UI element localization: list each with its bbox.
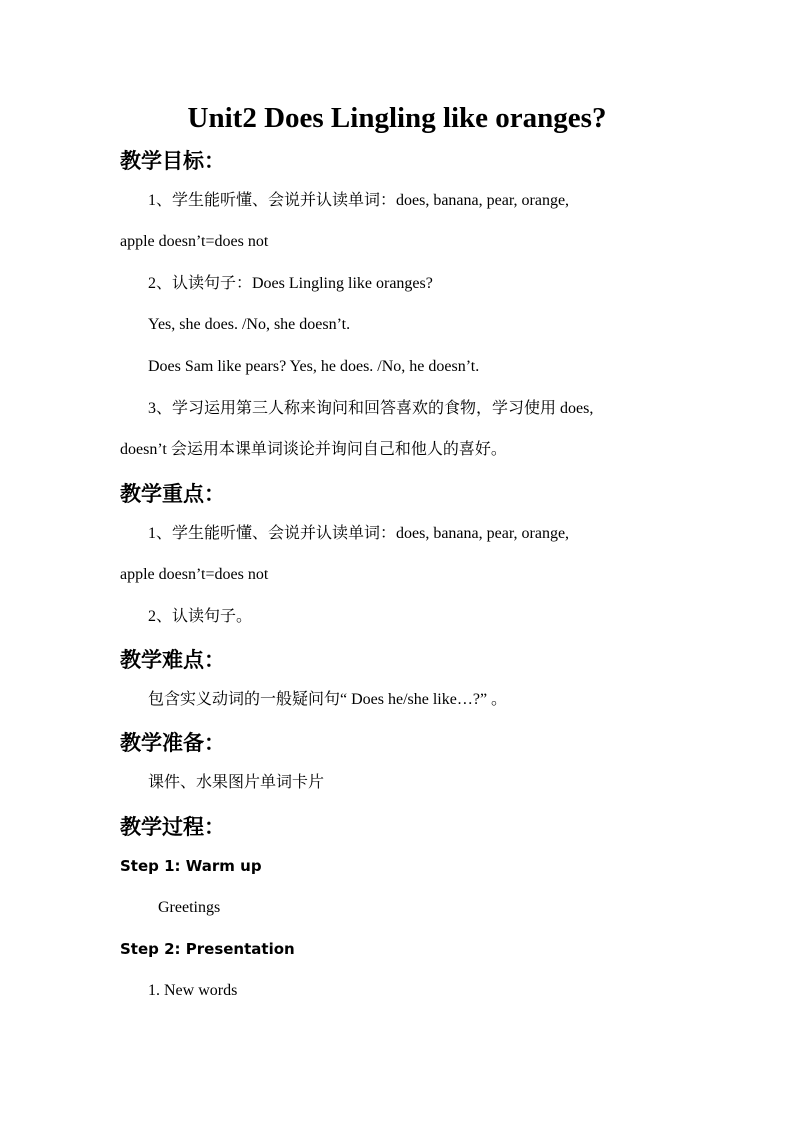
key-point-item-1-line-1: 1、学生能听懂、会说并认读单词：does, banana, pear, orange, — [148, 525, 570, 542]
heading-process: 教学过程： — [120, 815, 225, 839]
heading-preparation: 教学准备： — [120, 731, 225, 755]
key-point-item-1-line-2: apple doesn’t=does not — [120, 566, 269, 583]
goal-item-1-line-2: apple doesn’t=does not — [120, 233, 269, 250]
goal-item-2-line-2: Yes, she does. /No, she doesn’t. — [148, 316, 351, 333]
heading-key-points: 教学重点： — [120, 482, 225, 506]
difficulties-text: 包含实义动词的一般疑问句“ Does he/she like…?” 。 — [148, 691, 508, 708]
heading-difficulties: 教学难点： — [120, 648, 225, 672]
goal-item-2-line-3: Does Sam like pears? Yes, he does. /No, he doesn’t. — [148, 358, 480, 375]
step-1-text: Greetings — [158, 899, 221, 916]
goal-item-1-line-1: 1、学生能听懂、会说并认读单词：does, banana, pear, orange, — [148, 192, 570, 209]
heading-teaching-goals: 教学目标： — [120, 149, 225, 173]
goal-item-2: 2、认读句子：Does Lingling like oranges? — [148, 275, 433, 292]
document-title: Unit2 Does Lingling like oranges? — [187, 102, 607, 134]
key-point-item-2: 2、认读句子。 — [148, 608, 253, 625]
preparation-text: 课件、水果图片单词卡片 — [148, 774, 325, 791]
goal-item-3-line-1: 3、学习运用第三人称来询问和回答喜欢的食物，学习使用 does, — [148, 400, 594, 417]
goal-item-3-line-2: doesn’t 会运用本课单词谈论并询问自己和他人的喜好。 — [120, 441, 507, 458]
step-1-heading: Step 1: Warm up — [120, 857, 262, 875]
step-2-text: 1. New words — [148, 982, 238, 999]
step-2-heading: Step 2: Presentation — [120, 940, 295, 958]
